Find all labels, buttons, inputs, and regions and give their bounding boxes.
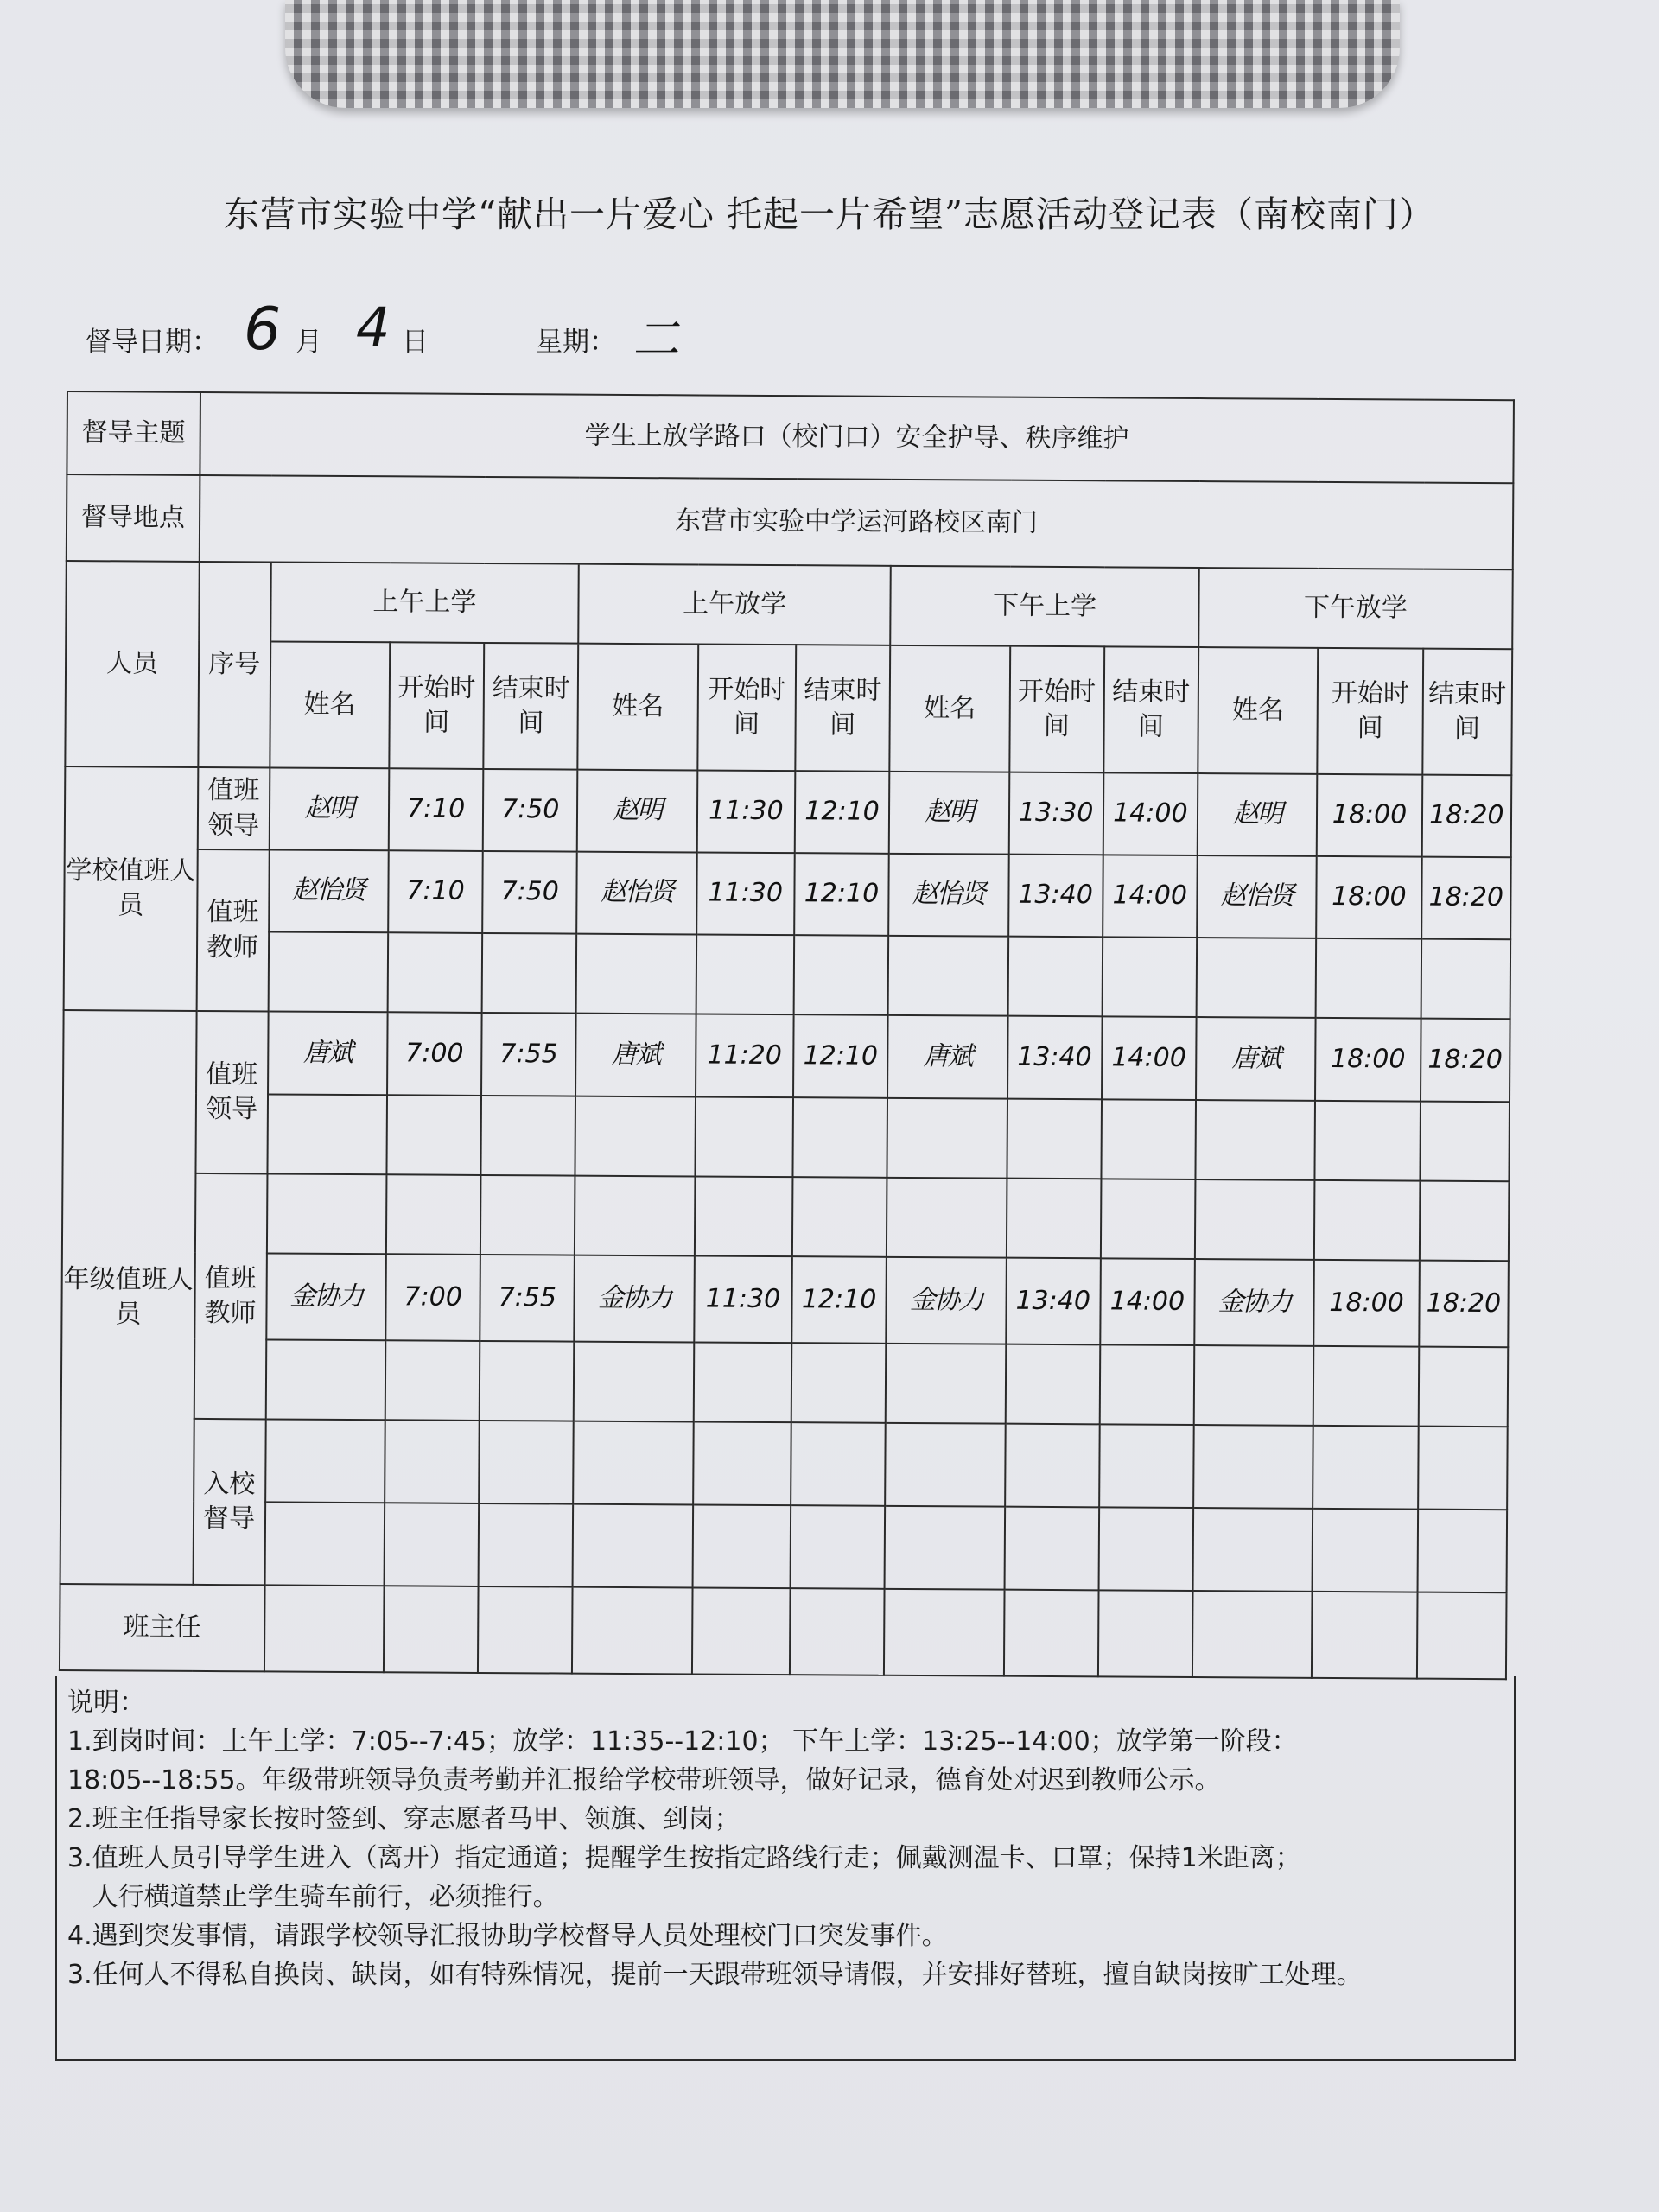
name-header: 姓名 — [1198, 647, 1318, 774]
topic-label: 督导主题 — [67, 391, 200, 475]
handwritten-cell: 赵怡贤 — [1197, 855, 1317, 938]
empty-cell — [1313, 1346, 1419, 1427]
empty-cell — [573, 1421, 693, 1505]
empty-cell — [693, 1421, 791, 1505]
handwritten-cell: 18:20 — [1421, 1019, 1510, 1103]
duty-leader-label: 值班领导 — [195, 1011, 268, 1174]
weekday-label: 星期： — [536, 327, 616, 358]
handwritten-cell: 14:00 — [1103, 855, 1198, 938]
handwritten-cell: 11:20 — [696, 1014, 794, 1097]
empty-cell — [884, 1589, 1004, 1676]
empty-cell — [1197, 938, 1317, 1018]
handwritten-cell: 18:20 — [1421, 857, 1511, 940]
date-label: 督导日期： — [85, 327, 219, 358]
empty-cell — [385, 1503, 480, 1586]
note-line: 3.任何人不得私自换岗、缺岗，如有特殊情况，提前一天跟带班领导请假，并安排好替班，擅自缺岗按旷工处理。 — [67, 1960, 1363, 1990]
handwritten-cell: 13:40 — [1008, 855, 1103, 938]
empty-cell — [1195, 1100, 1315, 1180]
handwritten-cell: 7:10 — [388, 850, 483, 933]
topic-value: 学生上放学路口（校门口）安全护导、秩序维护 — [200, 392, 1514, 483]
handwritten-cell: 12:10 — [793, 1014, 888, 1098]
handwritten-cell: 11:30 — [694, 1255, 792, 1343]
empty-cell — [386, 1174, 481, 1255]
empty-cell — [384, 1586, 479, 1673]
handwritten-cell: 12:10 — [791, 1256, 887, 1344]
start-header: 开始时间 — [389, 642, 484, 769]
empty-cell — [791, 1422, 886, 1506]
name-header: 姓名 — [578, 644, 698, 771]
handwritten-cell: 7:10 — [389, 768, 484, 851]
empty-cell — [575, 1176, 695, 1256]
empty-cell — [1418, 1427, 1508, 1510]
personnel-header: 人员 — [65, 561, 199, 767]
location-value: 东营市实验中学运河路校区南门 — [199, 475, 1513, 569]
empty-cell — [696, 934, 794, 1014]
empty-cell — [264, 1502, 385, 1586]
handwritten-cell: 13:40 — [1007, 1016, 1103, 1100]
handwritten-cell: 13:40 — [1006, 1258, 1101, 1345]
empty-cell — [265, 1419, 385, 1503]
start-header: 开始时间 — [1009, 646, 1104, 773]
empty-cell — [482, 933, 577, 1014]
empty-cell — [1195, 1179, 1315, 1260]
empty-cell — [792, 1177, 887, 1257]
handwritten-cell: 金协力 — [1194, 1259, 1314, 1346]
head-teacher-label: 班主任 — [60, 1584, 264, 1671]
empty-cell — [478, 1586, 573, 1674]
empty-cell — [265, 1339, 385, 1420]
note-line: 人行横道禁止学生骑车前行，必须推行。 — [67, 1882, 559, 1912]
empty-cell — [385, 1420, 480, 1503]
empty-cell — [481, 1096, 576, 1176]
empty-cell — [692, 1587, 791, 1675]
empty-cell — [575, 1096, 696, 1177]
empty-cell — [1421, 939, 1510, 1020]
end-header: 结束时间 — [1422, 649, 1512, 776]
date-day-unit: 日 — [402, 327, 429, 358]
empty-cell — [1420, 1181, 1510, 1262]
empty-cell — [1312, 1592, 1417, 1679]
empty-cell — [480, 1175, 575, 1255]
empty-cell — [267, 1094, 387, 1174]
handwritten-cell: 18:00 — [1317, 774, 1422, 857]
empty-cell — [1314, 1180, 1420, 1261]
start-header: 开始时间 — [697, 644, 796, 771]
end-header: 结束时间 — [1103, 646, 1198, 773]
empty-cell — [572, 1587, 692, 1675]
empty-cell — [1316, 938, 1421, 1019]
note-line: 4.遇到突发事情，请跟学校领导汇报协助学校督导人员处理校门口突发事件。 — [67, 1921, 948, 1951]
handwritten-cell: 12:10 — [795, 771, 890, 854]
duty-teacher-label: 值班教师 — [194, 1173, 267, 1420]
empty-cell — [385, 1340, 480, 1421]
empty-cell — [693, 1342, 791, 1422]
notes-heading: 说明： — [67, 1688, 145, 1718]
notes-section — [55, 1676, 1516, 2061]
empty-cell — [1417, 1592, 1507, 1680]
handwritten-cell: 11:30 — [697, 770, 796, 853]
empty-cell — [479, 1421, 574, 1504]
empty-cell — [888, 936, 1008, 1016]
date-month-unit: 月 — [296, 327, 322, 358]
handwritten-cell: 18:00 — [1314, 1260, 1420, 1347]
empty-cell — [887, 1098, 1007, 1179]
handwritten-cell: 7:00 — [387, 1012, 482, 1096]
end-header: 结束时间 — [483, 643, 578, 770]
note-line: 3.值班人员引导学生进入（离开）指定通道；提醒学生按指定路线行走；佩戴测温卡、口罩；保持1米距离； — [67, 1843, 1301, 1873]
handwritten-cell: 唐斌 — [268, 1011, 388, 1095]
handwritten-cell: 赵怡贤 — [269, 849, 389, 932]
handwritten-cell: 7:50 — [483, 769, 578, 852]
empty-cell — [1099, 1344, 1194, 1425]
handwritten-cell: 14:00 — [1103, 772, 1198, 855]
empty-cell — [386, 1095, 481, 1175]
handwritten-cell: 12:10 — [794, 853, 889, 936]
empty-cell — [1006, 1179, 1101, 1259]
empty-cell — [791, 1505, 886, 1589]
empty-cell — [794, 935, 889, 1015]
date-day: 4 — [356, 296, 391, 359]
empty-cell — [1005, 1344, 1100, 1425]
note-line: 1.到岗时间：上午上学：7:05--7:45；放学：11:35--12:10； 下午上学：13:25--14:00；放学第一阶段： — [67, 1726, 1298, 1757]
school-group-label: 学校值班人员 — [64, 766, 198, 1011]
empty-cell — [1417, 1510, 1507, 1593]
register-table — [59, 391, 1515, 1680]
end-header: 结束时间 — [795, 645, 890, 772]
empty-cell — [792, 1097, 887, 1178]
note-line: 18:05--18:55。年级带班领导负责考勤并汇报给学校带班领导，做好记录，德育处对迟到教师公示。 — [67, 1765, 1221, 1796]
empty-cell — [1004, 1590, 1099, 1677]
handwritten-cell: 11:30 — [696, 852, 795, 935]
handwritten-cell: 18:00 — [1315, 1018, 1421, 1102]
seq-header: 序号 — [198, 562, 270, 768]
handwritten-cell: 18:20 — [1419, 1261, 1509, 1348]
handwritten-cell: 赵明 — [1198, 773, 1318, 856]
handwritten-cell: 7:55 — [481, 1013, 576, 1096]
name-header: 姓名 — [270, 641, 390, 768]
form-title: 东营市实验中学“献出一片爱心 托起一片希望”志愿活动登记表（南校南门） — [224, 194, 1435, 235]
empty-cell — [1007, 1099, 1102, 1179]
empty-cell — [268, 931, 388, 1012]
handwritten-cell: 18:00 — [1317, 856, 1422, 939]
empty-cell — [266, 1173, 386, 1254]
handwritten-cell: 7:00 — [385, 1254, 480, 1341]
empty-cell — [1192, 1591, 1313, 1678]
handwritten-cell: 18:20 — [1421, 775, 1511, 858]
handwritten-cell: 14:00 — [1100, 1258, 1195, 1345]
duty-leader-label: 值班领导 — [197, 767, 269, 850]
handwritten-cell: 赵明 — [269, 767, 389, 850]
period-header: 下午放学 — [1198, 568, 1513, 649]
handwritten-cell: 14:00 — [1102, 1016, 1197, 1100]
empty-cell — [1007, 937, 1103, 1017]
empty-cell — [479, 1503, 574, 1587]
name-header: 姓名 — [889, 645, 1009, 772]
empty-cell — [885, 1506, 1005, 1590]
empty-cell — [1193, 1425, 1313, 1509]
empty-cell — [791, 1343, 887, 1423]
empty-cell — [576, 934, 696, 1014]
weekday-value: 二 — [632, 312, 679, 366]
empty-cell — [790, 1588, 885, 1675]
empty-cell — [1102, 937, 1197, 1017]
empty-cell — [1420, 1102, 1510, 1182]
duty-teacher-label: 值班教师 — [196, 849, 269, 1012]
empty-cell — [1192, 1508, 1313, 1592]
empty-cell — [1101, 1099, 1196, 1179]
handwritten-cell: 金协力 — [886, 1257, 1006, 1344]
empty-cell — [1005, 1424, 1100, 1508]
empty-cell — [1004, 1507, 1099, 1591]
handwritten-cell: 唐斌 — [1196, 1017, 1316, 1101]
empty-cell — [573, 1504, 693, 1588]
empty-cell — [1101, 1179, 1196, 1259]
note-line: 2.班主任指导家长按时签到、穿志愿者马甲、领旗、到岗； — [67, 1804, 741, 1834]
empty-cell — [388, 932, 483, 1013]
handwritten-cell: 唐斌 — [575, 1014, 696, 1097]
handwritten-cell: 13:30 — [1008, 772, 1103, 855]
empty-cell — [1098, 1507, 1193, 1591]
empty-cell — [886, 1344, 1006, 1424]
handwritten-cell: 赵明 — [889, 772, 1009, 855]
handwritten-cell: 金协力 — [266, 1253, 386, 1340]
handwritten-cell: 7:50 — [482, 851, 577, 934]
handwritten-cell: 赵怡贤 — [576, 852, 696, 935]
empty-cell — [887, 1178, 1007, 1258]
clipboard-clip — [285, 0, 1400, 108]
handwritten-cell: 赵怡贤 — [888, 854, 1008, 937]
empty-cell — [1313, 1426, 1418, 1510]
empty-cell — [1194, 1345, 1314, 1426]
empty-cell — [692, 1504, 791, 1588]
date-month: 6 — [244, 296, 282, 364]
start-header: 开始时间 — [1318, 648, 1423, 775]
period-header: 上午放学 — [579, 564, 891, 645]
handwritten-cell: 唐斌 — [887, 1015, 1007, 1099]
location-label: 督导地点 — [67, 474, 200, 562]
empty-cell — [1315, 1101, 1421, 1181]
empty-cell — [1099, 1424, 1194, 1508]
inspector-label: 入校督导 — [193, 1419, 265, 1586]
empty-cell — [574, 1342, 694, 1422]
empty-cell — [1098, 1590, 1193, 1677]
empty-cell — [264, 1585, 384, 1672]
empty-cell — [695, 1176, 793, 1256]
handwritten-cell: 7:55 — [480, 1255, 575, 1342]
grade-group-label: 年级值班人员 — [60, 1010, 197, 1585]
empty-cell — [480, 1341, 575, 1421]
handwritten-cell: 赵明 — [577, 770, 697, 853]
period-header: 下午上学 — [890, 566, 1198, 647]
empty-cell — [1418, 1347, 1508, 1427]
empty-cell — [1313, 1509, 1418, 1592]
empty-cell — [695, 1096, 793, 1177]
handwritten-cell: 金协力 — [575, 1255, 695, 1343]
period-header: 上午上学 — [270, 562, 579, 643]
empty-cell — [885, 1423, 1005, 1507]
